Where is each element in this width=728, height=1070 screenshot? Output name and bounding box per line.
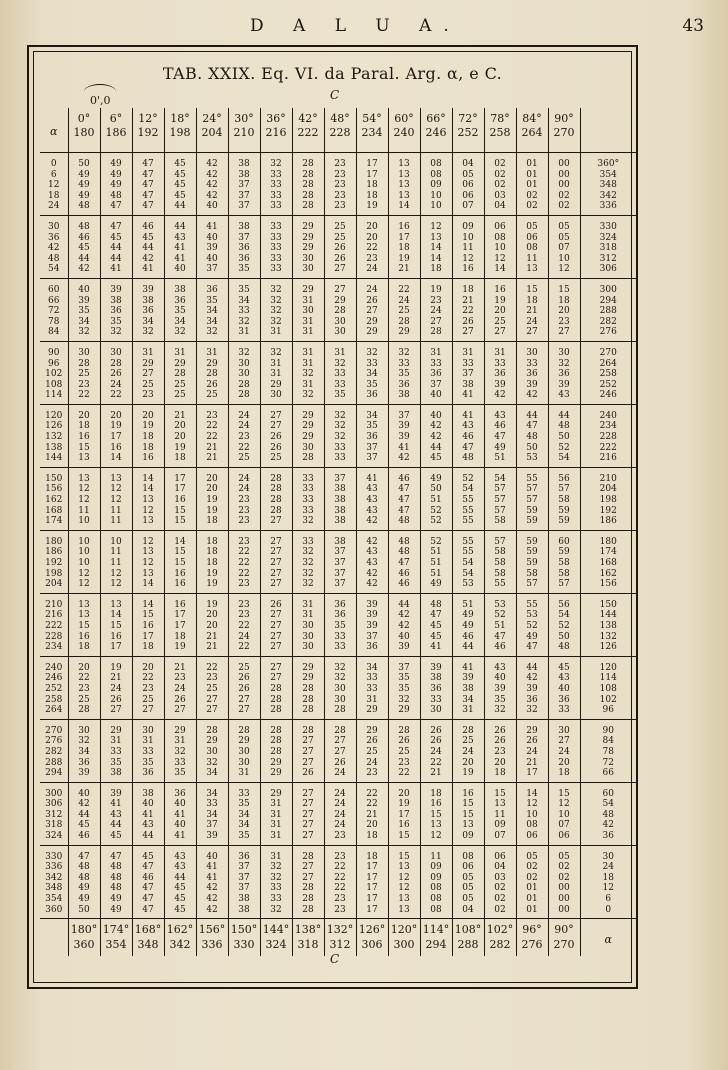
value-cell: 41 43 43 43 42 [356,467,388,530]
value-cell: 20 22 23 25 28 [68,656,100,719]
table-row [40,341,636,404]
value-cell: 05 02 02 01 01 01 [516,845,548,919]
value-cell: 42 43 43 42 42 [356,530,388,593]
value-cell: 22 22 21 20 18 [356,782,388,845]
table-row [40,153,636,216]
header-col-3: 18° 198 [164,108,196,153]
value-cell: 32 32 32 32 31 [260,278,292,341]
value-cell: 40 42 42 44 45 [420,404,452,467]
value-cell: 23 22 22 21 21 [196,404,228,467]
value-cell: 28 25 24 20 19 [452,719,484,782]
value-cell: 18 18 18 19 19 [196,530,228,593]
arg-cell-left: 300 306 312 318 324 [45,788,63,842]
value-cell: 20 19 18 18 16 [132,404,164,467]
value-cell: 31 29 27 25 23 [132,341,164,404]
value-cell: 08 06 05 05 05 04 [452,845,484,919]
value-cell: 44 42 42 40 39 [388,593,420,656]
value-cell: 32 33 33 33 33 [260,153,292,216]
value-cell: 43 46 47 49 51 [484,404,516,467]
value-cell: 28 29 30 32 34 [196,719,228,782]
arg-cell-left: 150 156 162 168 174 [45,473,63,527]
value-cell: 17 17 18 18 19 [356,153,388,216]
value-cell: 14 15 15 16 16 [164,530,196,593]
value-cell: 18 17 17 17 17 17 [356,845,388,919]
value-cell: 48 46 45 44 42 [68,215,100,278]
footer-col-5: 150° 330 [228,919,260,957]
value-cell: 20 19 17 16 15 [388,782,420,845]
arg-cell-left: 210 216 222 228 234 [45,599,63,653]
value-cell: 28 29 30 30 31 [228,719,260,782]
value-cell: 22 24 25 28 29 [388,278,420,341]
value-cell: 24 24 23 23 23 [228,467,260,530]
value-cell: 30 28 25 23 22 [68,341,100,404]
value-cell: 39 38 36 35 32 [100,278,132,341]
value-cell: 30 33 36 39 42 [516,341,548,404]
value-cell: 56 57 58 59 59 [548,467,580,530]
footer-col-2: 168° 348 [132,919,164,957]
arg-cell-left: 270 276 282 288 294 [45,725,63,779]
footer-col-11: 114° 294 [420,919,452,957]
value-cell: 28 28 28 28 27 [260,467,292,530]
arg-cell-left: 60 66 72 78 84 [48,284,60,338]
value-cell: 13 14 15 16 17 [100,593,132,656]
value-cell: 15 13 12 12 13 13 [388,845,420,919]
value-cell: 36 37 37 37 38 38 [228,845,260,919]
value-cell: 23 23 23 23 23 [324,153,356,216]
value-cell: 50 49 49 49 48 [68,153,100,216]
footer-col-0: 180° 360 [68,919,100,957]
value-cell: 37 39 39 41 42 [388,404,420,467]
value-cell: 16 15 15 13 09 [452,782,484,845]
value-cell: 14 15 16 17 18 [132,593,164,656]
table-title: TAB. XXIX. Eq. VI. da Paral. Arg. α, e C. [162,64,503,83]
value-cell: 29 31 31 31 31 [260,782,292,845]
value-cell: 46 45 44 42 41 [132,215,164,278]
value-cell: 18 16 15 13 12 [420,782,452,845]
arg-cell-right: 30 24 18 12 6 0 [580,845,636,919]
c-label-top: C [330,88,340,102]
value-cell: 36 35 34 34 32 [196,278,228,341]
value-cell: 36 36 35 33 33 [324,593,356,656]
footer-col-1: 174° 354 [100,919,132,957]
value-cell: 30 28 26 24 22 [100,341,132,404]
value-cell: 10 10 10 12 12 [68,530,100,593]
table-row [40,404,636,467]
value-cell: 12 13 14 14 18 [420,215,452,278]
value-cell: 28 28 28 28 28 [292,153,324,216]
table-row [40,656,636,719]
table-row [40,593,636,656]
arg-cell-right: 300 294 288 282 276 [580,278,636,341]
value-cell: 48 47 45 45 41 [420,593,452,656]
value-cell: 20 18 16 15 13 [68,404,100,467]
value-cell: 24 24 23 22 25 [228,404,260,467]
value-cell: 15 12 10 07 06 [548,782,580,845]
value-cell: 34 33 34 37 39 [196,782,228,845]
value-cell: 15 18 21 24 27 [516,278,548,341]
value-cell: 33 33 33 33 33 [260,215,292,278]
value-cell: 14 14 13 12 13 [132,467,164,530]
arg-cell-right: 150 144 138 132 126 [580,593,636,656]
value-cell: 45 45 45 45 44 [164,153,196,216]
value-cell: 47 47 47 47 47 [132,153,164,216]
value-cell: 32 33 35 36 38 [388,341,420,404]
value-cell: 33 33 33 33 32 [292,467,324,530]
header-col-4: 24° 204 [196,108,228,153]
value-cell: 27 27 26 26 25 [260,404,292,467]
value-cell: 31 32 33 33 35 [324,341,356,404]
value-cell: 05 02 02 00 00 00 [548,845,580,919]
table-row [40,719,636,782]
value-cell: 04 05 06 06 07 [452,153,484,216]
value-cell: 13 13 13 13 14 [388,153,420,216]
value-cell: 20 20 22 23 24 [356,215,388,278]
header-col-7: 42° 222 [292,108,324,153]
arg-cell-right: 210 204 198 192 186 [580,467,636,530]
value-cell: 25 26 26 27 27 [228,656,260,719]
value-cell: 41 39 38 34 31 [452,656,484,719]
header-col-11: 66° 246 [420,108,452,153]
value-cell: 27 29 28 30 30 [324,278,356,341]
running-head-title: D A L U A. [250,16,461,36]
table-row [40,845,636,919]
value-cell: 13 13 15 16 18 [68,593,100,656]
value-cell: 43 43 44 45 45 45 [164,845,196,919]
value-cell: 22 23 25 27 27 [196,656,228,719]
arg-cell-left: 330 336 342 348 354 360 [45,851,63,915]
value-cell: 47 45 44 44 41 [100,215,132,278]
footer-left-blank [40,919,68,957]
value-cell: 30 27 24 20 18 [548,719,580,782]
value-cell: 46 47 47 47 48 [388,467,420,530]
value-cell: 53 52 51 47 46 [484,593,516,656]
value-cell: 11 09 09 08 08 08 [420,845,452,919]
value-cell: 27 27 27 27 27 [292,782,324,845]
table-header-row [40,108,636,153]
value-cell: 44 42 39 36 32 [516,656,548,719]
table-row [40,215,636,278]
value-cell: 14 12 10 08 06 [516,782,548,845]
value-cell: 41 40 39 40 37 [196,215,228,278]
table-row [40,782,636,845]
value-cell: 02 02 02 03 04 [484,153,516,216]
value-cell: 27 27 27 27 27 [260,530,292,593]
value-cell: 39 38 36 34 32 [132,278,164,341]
arg-cell-left: 90 96 102 108 114 [45,347,63,401]
arg-cell-left: 0 6 12 18 24 [48,159,60,212]
value-cell: 31 31 30 30 30 [292,593,324,656]
arg-cell-left: 30 36 42 48 54 [48,221,60,275]
value-cell: 12 13 12 13 14 [132,530,164,593]
value-cell: 31 29 28 25 25 [164,341,196,404]
value-cell: 41 43 46 47 48 [452,404,484,467]
value-cell: 40 41 41 42 42 42 [196,845,228,919]
value-cell: 10 11 11 12 12 [100,530,132,593]
value-cell: 19 23 24 27 28 [420,278,452,341]
value-cell: 34 33 33 31 29 [356,656,388,719]
value-cell: 56 54 52 50 48 [548,593,580,656]
header-col-14: 84° 264 [516,108,548,153]
value-cell: 06 08 10 12 14 [484,215,516,278]
value-cell: 29 29 29 30 30 [292,215,324,278]
value-cell: 27 27 28 28 28 [260,656,292,719]
value-cell: 31 33 36 37 40 [420,341,452,404]
value-cell: 09 10 11 12 16 [452,215,484,278]
arg-cell-left: 180 186 192 198 204 [45,536,63,590]
footer-col-13: 102° 282 [484,919,516,957]
value-cell: 31 31 32 31 32 [292,341,324,404]
value-cell: 21 23 24 26 27 [164,656,196,719]
value-cell: 32 32 30 30 28 [324,656,356,719]
value-cell: 29 26 24 21 17 [516,719,548,782]
arg-cell-right: 180 174 168 162 156 [580,530,636,593]
value-cell: 20 19 17 16 14 [100,404,132,467]
value-cell: 31 29 28 26 25 [196,341,228,404]
footer-col-7: 138° 318 [292,919,324,957]
header-col-8: 48° 228 [324,108,356,153]
value-cell: 32 33 34 35 36 [356,341,388,404]
parallax-table [40,108,636,956]
value-cell: 55 53 52 49 47 [516,593,548,656]
header-col-10: 60° 240 [388,108,420,153]
value-cell: 38 36 35 34 32 [164,278,196,341]
value-cell: 40 39 35 34 32 [68,278,100,341]
value-cell: 31 33 37 38 41 [452,341,484,404]
value-cell: 47 48 48 48 49 49 [100,845,132,919]
value-cell: 38 37 37 37 37 [324,530,356,593]
value-cell: 25 25 26 26 27 [324,215,356,278]
header-right-blank [580,108,636,153]
value-cell: 45 47 46 47 47 47 [132,845,164,919]
header-col-12: 72° 252 [452,108,484,153]
value-cell: 05 06 08 11 13 [516,215,548,278]
value-cell: 29 31 30 31 31 [292,278,324,341]
table-inner-frame [33,51,632,983]
value-cell: 35 34 33 32 31 [228,278,260,341]
value-cell: 26 26 23 20 18 [484,719,516,782]
value-cell: 49 50 51 52 52 [420,467,452,530]
value-cell: 32 31 31 29 30 [260,341,292,404]
value-cell: 60 59 58 58 57 [548,530,580,593]
footer-col-8: 132° 312 [324,919,356,957]
header-col-1: 6° 186 [100,108,132,153]
footer-arg: α [580,919,636,957]
value-cell: 36 40 41 40 41 [164,782,196,845]
c-label-bottom: C [330,952,340,966]
value-cell: 37 35 35 32 29 [388,656,420,719]
value-cell: 28 26 25 23 22 [388,719,420,782]
arg-cell-left: 120 126 132 138 144 [45,410,63,464]
value-cell: 39 41 43 44 45 [100,782,132,845]
value-cell: 18 21 22 26 27 [452,278,484,341]
value-cell: 13 12 12 11 11 [100,467,132,530]
value-cell: 33 32 32 32 32 [292,530,324,593]
value-cell: 33 35 34 34 35 [228,782,260,845]
value-cell: 30 31 33 35 36 [132,719,164,782]
value-cell: 37 38 38 38 38 [324,467,356,530]
value-cell: 40 42 44 45 46 [68,782,100,845]
value-cell: 20 22 23 25 27 [132,656,164,719]
page-number: 43 [682,16,704,36]
table-row [40,530,636,593]
value-cell: 30 32 36 39 43 [548,341,580,404]
value-cell: 08 08 09 10 10 [420,153,452,216]
header-col-9: 54° 234 [356,108,388,153]
value-cell: 32 32 32 33 33 [324,404,356,467]
value-cell: 44 48 50 52 54 [548,404,580,467]
value-cell: 49 49 49 48 47 [100,153,132,216]
header-col-0: 0° 180 [68,108,100,153]
header-col-5: 30° 210 [228,108,260,153]
value-cell: 51 49 49 46 44 [452,593,484,656]
value-cell: 16 17 17 18 19 [164,593,196,656]
arg-cell-right: 240 234 228 222 216 [580,404,636,467]
value-cell: 15 18 20 23 27 [548,278,580,341]
value-cell: 57 58 58 58 55 [484,530,516,593]
value-cell: 20 20 19 19 18 [196,467,228,530]
value-cell: 32 30 30 28 28 [228,341,260,404]
value-cell: 28 28 28 29 29 [260,719,292,782]
table-body [40,153,636,919]
arg-cell-right: 330 324 318 312 306 [580,215,636,278]
arg-cell-left: 240 246 252 258 264 [45,662,63,716]
value-cell: 21 20 20 19 18 [164,404,196,467]
value-cell: 47 48 48 49 49 50 [68,845,100,919]
value-cell: 23 23 22 24 22 [228,593,260,656]
value-cell: 16 17 18 19 21 [388,215,420,278]
value-cell: 13 12 12 11 10 [68,467,100,530]
value-cell: 23 22 22 22 23 [228,530,260,593]
value-cell: 19 20 20 21 21 [196,593,228,656]
value-cell: 28 27 27 28 28 28 [292,845,324,919]
value-cell: 28 27 27 26 24 [324,719,356,782]
footer-col-6: 144° 324 [260,919,292,957]
value-cell: 52 51 51 51 49 [420,530,452,593]
footer-col-14: 96° 276 [516,919,548,957]
value-cell: 00 00 00 02 02 [548,153,580,216]
arg-cell-right: 360° 354 348 342 336 [580,153,636,216]
value-cell: 42 42 42 42 40 [196,153,228,216]
table-frame [27,45,638,989]
value-cell: 39 39 39 37 36 [356,593,388,656]
value-cell: 45 43 40 36 33 [548,656,580,719]
zero-note: 0',0 [90,94,111,107]
value-cell: 31 33 36 39 42 [484,341,516,404]
value-cell: 05 05 07 10 12 [548,215,580,278]
value-cell: 38 38 37 37 37 [228,153,260,216]
header-col-15: 90° 270 [548,108,580,153]
footer-col-3: 162° 342 [164,919,196,957]
value-cell: 26 27 27 27 27 [260,593,292,656]
value-cell: 44 47 48 50 53 [516,404,548,467]
value-cell: 39 38 36 33 30 [420,656,452,719]
value-cell: 52 54 55 55 55 [452,467,484,530]
value-cell: 06 04 03 02 02 02 [484,845,516,919]
arg-header: α [40,108,68,153]
value-cell: 29 29 28 28 28 [292,656,324,719]
value-cell: 38 37 36 36 35 [228,215,260,278]
value-cell: 15 13 11 09 07 [484,782,516,845]
value-cell: 28 27 27 27 26 [292,719,324,782]
arg-cell-right: 60 54 48 42 36 [580,782,636,845]
value-cell: 38 40 41 43 44 [132,782,164,845]
table-footer-row [40,919,636,957]
value-cell: 54 57 57 57 58 [484,467,516,530]
value-cell: 29 26 25 24 23 [356,719,388,782]
value-cell: 29 29 29 30 28 [292,404,324,467]
running-head [0,16,728,46]
table-row [40,278,636,341]
footer-col-4: 156° 336 [196,919,228,957]
value-cell: 43 40 39 35 32 [484,656,516,719]
value-cell: 19 21 24 26 27 [100,656,132,719]
value-cell: 16 19 20 25 27 [484,278,516,341]
value-cell: 17 17 16 15 15 [164,467,196,530]
value-cell: 24 26 27 29 29 [356,278,388,341]
value-cell: 29 31 32 33 35 [164,719,196,782]
value-cell: 48 48 47 46 46 [388,530,420,593]
header-col-2: 12° 192 [132,108,164,153]
footer-col-9: 126° 306 [356,919,388,957]
arg-cell-right: 120 114 108 102 96 [580,656,636,719]
value-cell: 23 22 22 22 23 23 [324,845,356,919]
header-col-13: 78° 258 [484,108,516,153]
value-cell: 59 59 59 58 57 [516,530,548,593]
value-cell: 31 32 32 33 33 32 [260,845,292,919]
arg-cell-right: 90 84 78 72 66 [580,719,636,782]
value-cell: 26 26 24 22 21 [420,719,452,782]
table-row [40,467,636,530]
value-cell: 34 35 36 37 37 [356,404,388,467]
value-cell: 44 43 41 41 40 [164,215,196,278]
footer-col-10: 120° 300 [388,919,420,957]
value-cell: 24 24 24 24 23 [324,782,356,845]
value-cell: 30 32 34 36 39 [68,719,100,782]
value-cell: 29 31 33 35 38 [100,719,132,782]
footer-col-15: 90° 270 [548,919,580,957]
value-cell: 55 55 54 54 53 [452,530,484,593]
value-cell: 01 01 01 02 02 [516,153,548,216]
footer-col-12: 108° 288 [452,919,484,957]
value-cell: 55 57 57 59 59 [516,467,548,530]
header-col-6: 36° 216 [260,108,292,153]
arg-cell-right: 270 264 258 252 246 [580,341,636,404]
